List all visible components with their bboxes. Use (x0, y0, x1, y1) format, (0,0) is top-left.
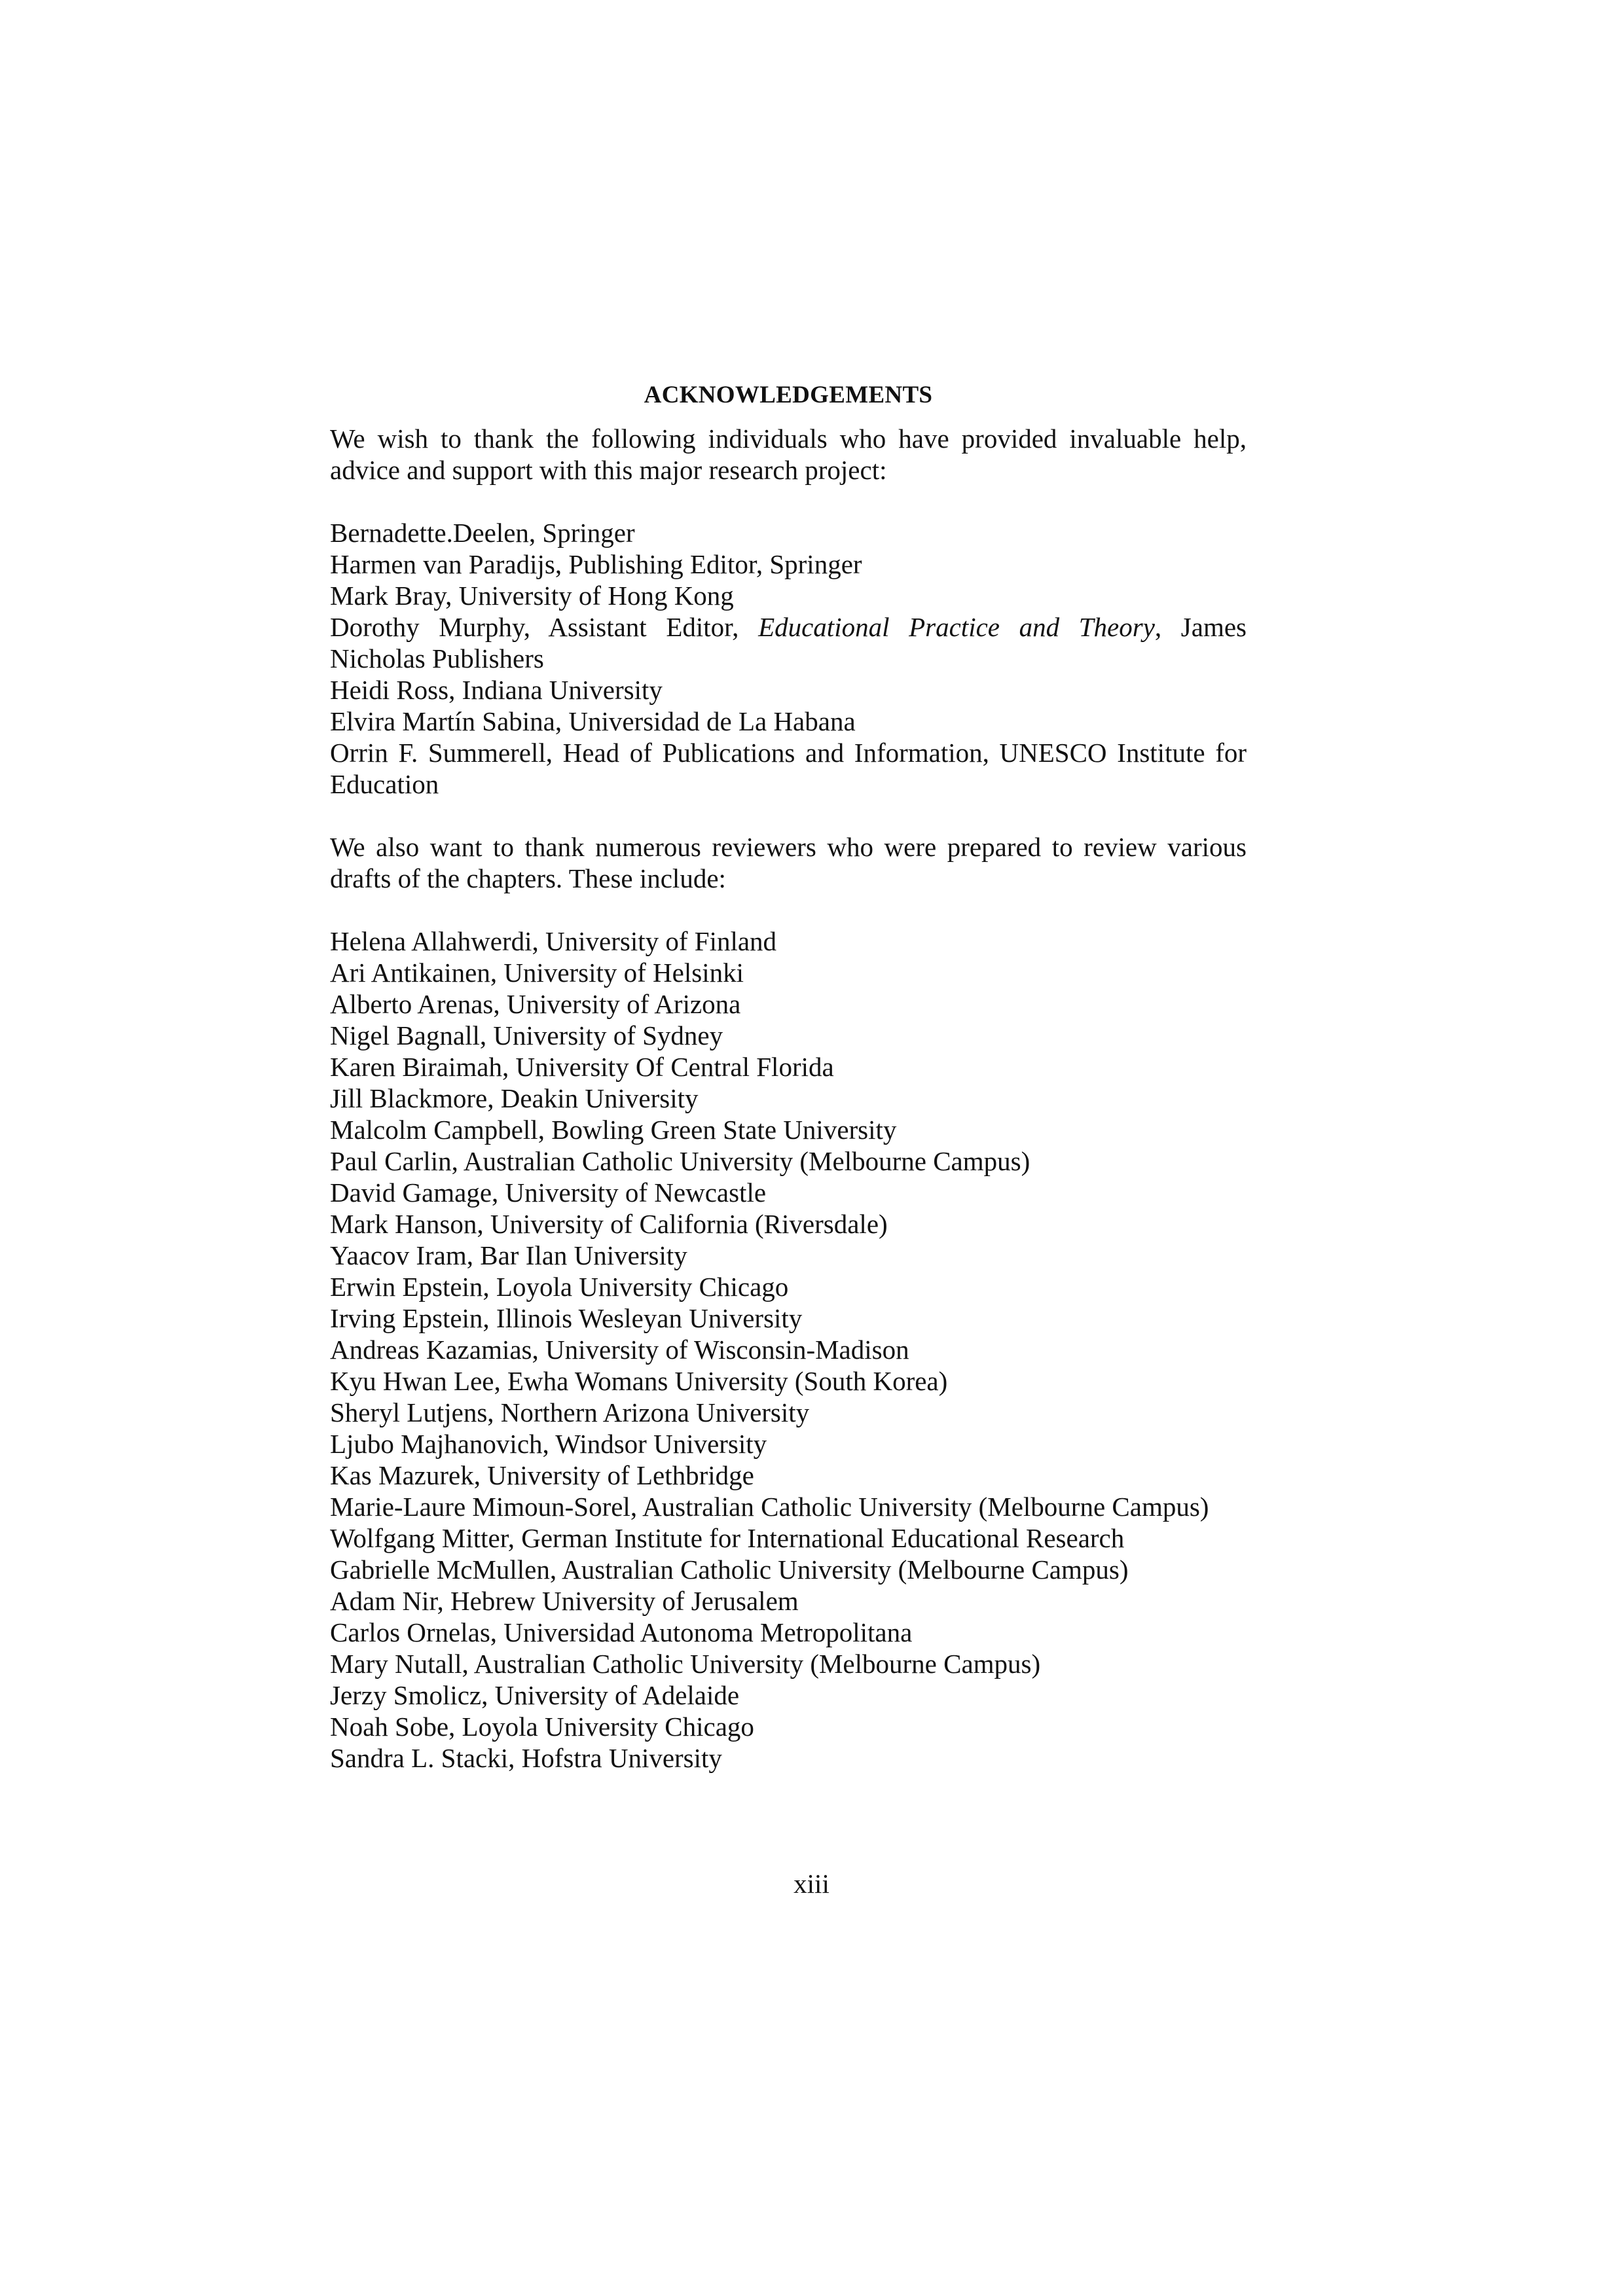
reviewer-entry: David Gamage, University of Newcastle (330, 1177, 767, 1208)
reviewer-entry: Adam Nir, Hebrew University of Jerusalem (330, 1586, 799, 1616)
support-entry: Heidi Ross, Indiana University (330, 675, 663, 705)
page-number: xiii (793, 1869, 830, 1899)
reviewer-entry: Kas Mazurek, University of Lethbridge (330, 1460, 754, 1490)
paragraph-gap (330, 894, 1247, 925)
paragraph-gap (330, 800, 1247, 831)
reviewer-entry: Jerzy Smolicz, University of Adelaide (330, 1680, 740, 1710)
support-list (330, 517, 1247, 800)
support-entry: Bernadette.Deelen, Springer (330, 518, 635, 548)
journal-title: Educational Practice and Theory (758, 612, 1155, 642)
reviewer-entry: Wolfgang Mitter, German Institute for International Educational Research (330, 1523, 1125, 1553)
reviewer-entry: Kyu Hwan Lee, Ewha Womans University (South Korea) (330, 1366, 948, 1396)
reviewer-entry: Erwin Epstein, Loyola University Chicago (330, 1272, 789, 1302)
support-entry: Orrin F. Summerell, Head of Publications and Information, UNESCO Institute for Education (330, 738, 1247, 799)
reviewer-entry: Irving Epstein, Illinois Wesleyan University (330, 1303, 803, 1333)
support-entry: Elvira Martín Sabina, Universidad de La Habana (330, 706, 856, 736)
reviewer-entry: Helena Allahwerdi, University of Finland (330, 926, 777, 956)
reviewer-entry: Paul Carlin, Australian Catholic University (Melbourne Campus) (330, 1146, 1030, 1176)
support-entry: Mark Bray, University of Hong Kong (330, 581, 734, 611)
reviewer-entry: Nigel Bagnall, University of Sydney (330, 1020, 723, 1050)
reviewers-intro-paragraph: We also want to thank numerous reviewers who were prepared to review various drafts of the chapters. These include: (330, 832, 1247, 893)
reviewer-entry: Sheryl Lutjens, Northern Arizona University (330, 1397, 810, 1427)
reviewer-entry: Ljubo Majhanovich, Windsor University (330, 1429, 767, 1459)
reviewer-entry: Ari Antikainen, University of Helsinki (330, 958, 744, 988)
reviewer-entry: Carlos Ornelas, Universidad Autonoma Metropolitana (330, 1617, 913, 1647)
support-entry (330, 611, 1247, 674)
reviewer-entry: Alberto Arenas, University of Arizona (330, 989, 741, 1019)
reviewer-entry: Gabrielle McMullen, Australian Catholic University (Melbourne Campus) (330, 1554, 1129, 1585)
reviewer-entry: Mark Hanson, University of California (Riversdale) (330, 1209, 888, 1239)
reviewer-entry: Jill Blackmore, Deakin University (330, 1083, 699, 1113)
reviewer-entry: Yaacov Iram, Bar Ilan University (330, 1240, 687, 1270)
reviewer-entry: Karen Biraimah, University Of Central Florida (330, 1052, 834, 1082)
entry-text: Dorothy Murphy, Assistant Editor, (330, 612, 759, 642)
reviewer-entry: Marie-Laure Mimoun-Sorel, Australian Catholic University (Melbourne Campus) (330, 1492, 1209, 1522)
acknowledgements-body (330, 380, 1247, 1774)
reviewer-entry: Sandra L. Stacki, Hofstra University (330, 1743, 722, 1773)
support-entry: Harmen van Paradijs, Publishing Editor, Springer (330, 549, 862, 579)
reviewer-entry: Malcolm Campbell, Bowling Green State University (330, 1115, 897, 1145)
reviewer-entry: Andreas Kazamias, University of Wisconsin-Madison (330, 1335, 909, 1365)
intro-paragraph: We wish to thank the following individuals who have provided invaluable help, advice and support with this major research project: (330, 423, 1247, 485)
reviewer-entry: Noah Sobe, Loyola University Chicago (330, 1712, 754, 1742)
reviewer-entry: Mary Nutall, Australian Catholic University (Melbourne Campus) (330, 1649, 1041, 1679)
reviewers-list (330, 925, 1247, 1774)
page-title: ACKNOWLEDGEMENTS (644, 382, 933, 408)
paragraph-gap (330, 486, 1247, 517)
entry-text: , James Nicholas Publishers (330, 612, 1247, 673)
